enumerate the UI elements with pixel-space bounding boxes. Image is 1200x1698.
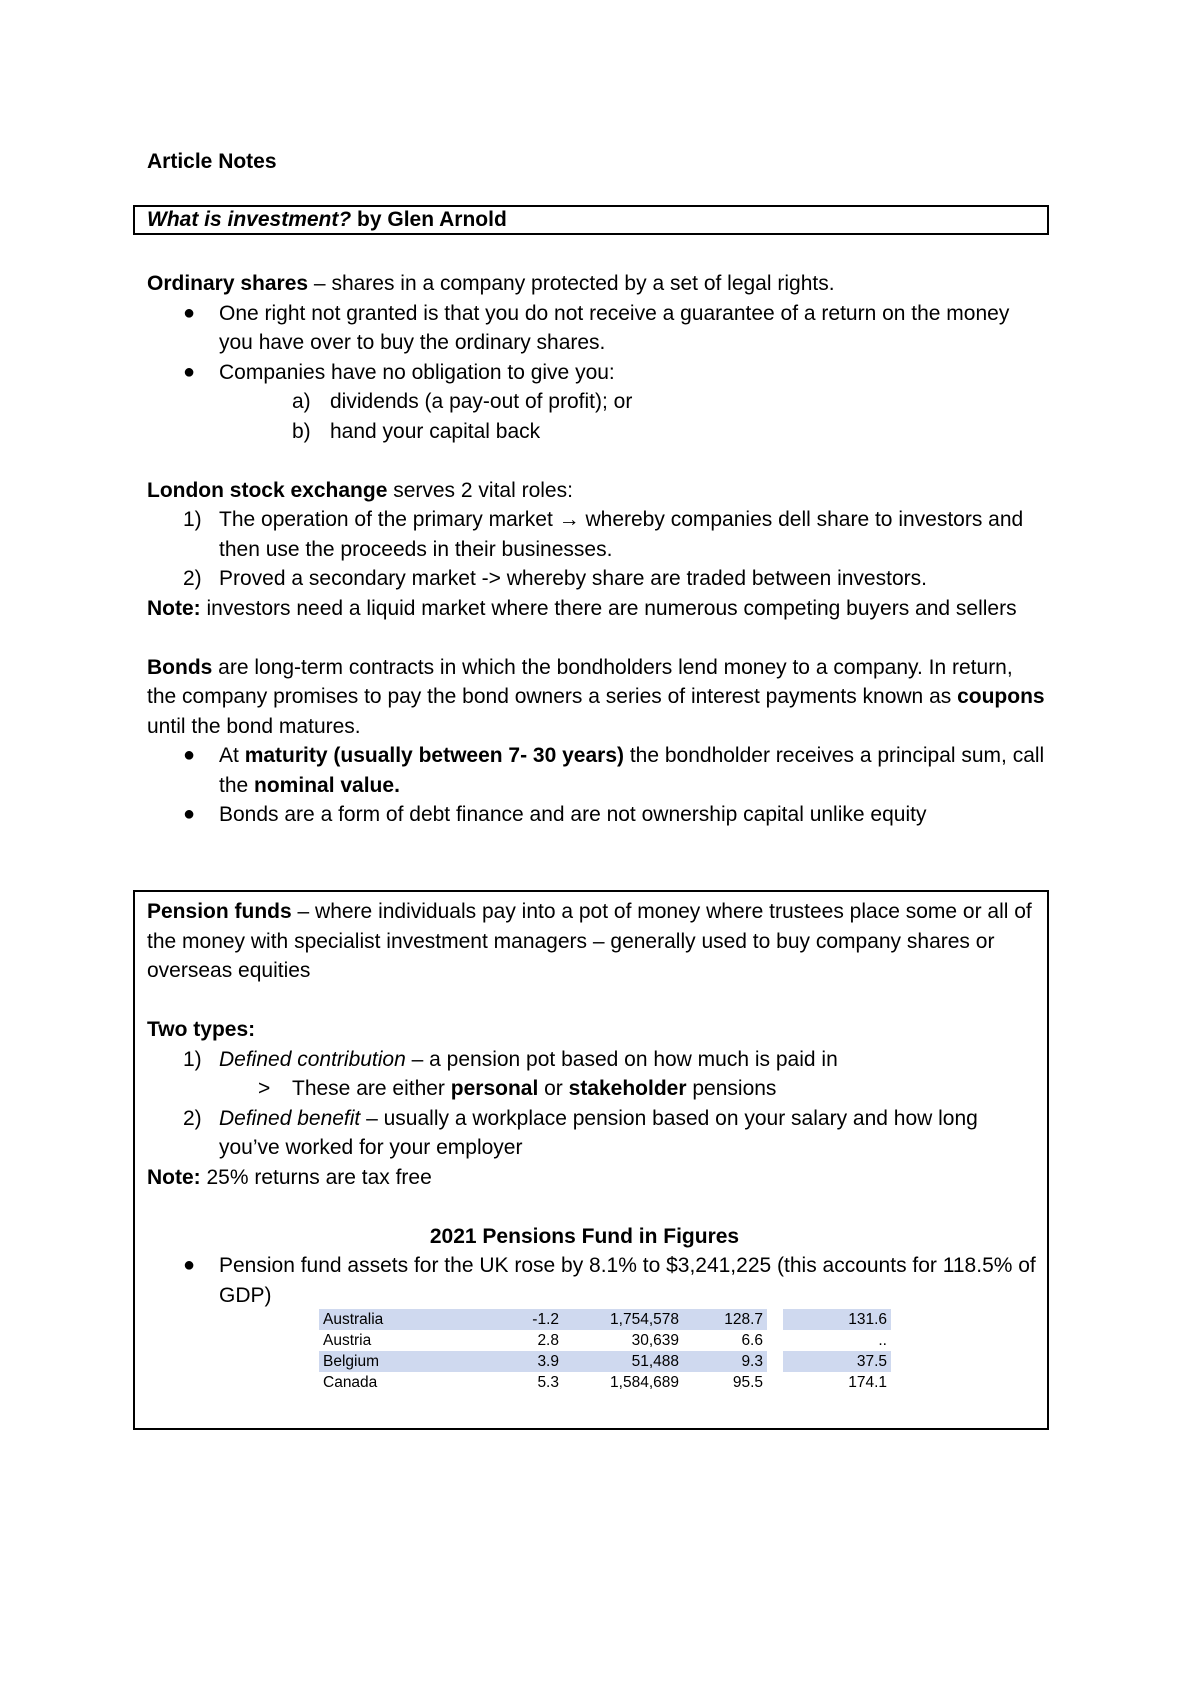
value-assets: 30,639 bbox=[631, 1332, 679, 1349]
list-item bbox=[147, 1045, 1037, 1075]
column-spacer bbox=[767, 1372, 783, 1393]
list-marker: 1) bbox=[183, 508, 202, 531]
list-item-text: One right not granted is that you do not receive a guarantee of a return on the money you have over to buy the ordinary shares. bbox=[219, 301, 1010, 354]
list-marker: a) bbox=[292, 390, 311, 413]
list-item bbox=[147, 417, 1047, 447]
table-row bbox=[319, 1351, 891, 1372]
value-change: 2.8 bbox=[537, 1332, 559, 1349]
bonds-definition bbox=[147, 653, 1047, 742]
value-change: -1.2 bbox=[495, 1309, 563, 1330]
notes-body bbox=[147, 269, 1047, 830]
list-item bbox=[147, 358, 1047, 388]
lse-term: London stock exchange bbox=[147, 478, 388, 502]
list-marker: 1) bbox=[183, 1047, 202, 1071]
arrow-icon: > bbox=[258, 1077, 271, 1100]
bullet-icon: ● bbox=[183, 1254, 196, 1276]
list-item bbox=[147, 1251, 1037, 1310]
list-item-text: Bonds are a form of debt finance and are not ownership capital unlike equity bbox=[219, 803, 927, 826]
page-title: Article Notes bbox=[147, 150, 277, 173]
table-row bbox=[319, 1309, 891, 1330]
lse-def: serves 2 vital roles: bbox=[387, 478, 573, 502]
country: Canada bbox=[323, 1374, 378, 1391]
list-item bbox=[147, 299, 1047, 358]
list-item bbox=[147, 800, 1047, 830]
country: Australia bbox=[319, 1309, 495, 1330]
two-types-heading bbox=[147, 1015, 1037, 1045]
bullet-icon: ● bbox=[183, 744, 196, 766]
note-label: Note: bbox=[147, 1165, 201, 1189]
pension-note bbox=[147, 1163, 1037, 1193]
table-row bbox=[319, 1330, 891, 1351]
note-text: 25% returns are tax free bbox=[200, 1165, 432, 1189]
list-item-text: The operation of the primary market → whereby companies dell share to investors and then use the proceeds in their businesses. bbox=[219, 508, 1024, 561]
bonds-text-end: until the bond matures. bbox=[147, 714, 361, 738]
value-gdp: 95.5 bbox=[732, 1374, 763, 1391]
value-change: 3.9 bbox=[495, 1351, 563, 1372]
list-item bbox=[147, 1074, 1037, 1104]
list-item bbox=[147, 741, 1047, 800]
personal-term: personal bbox=[450, 1077, 539, 1100]
list-item-text: Proved a secondary market -> whereby share are traded between investors. bbox=[219, 567, 927, 590]
pension-figures-table bbox=[319, 1309, 891, 1393]
pension-funds-box bbox=[133, 890, 1049, 1430]
value-other: .. bbox=[878, 1332, 887, 1349]
list-item-text: dividends (a pay-out of profit); or bbox=[330, 390, 633, 413]
value-assets: 51,488 bbox=[563, 1351, 683, 1372]
ordinary-shares-term: Ordinary shares bbox=[147, 272, 309, 295]
value-other: 131.6 bbox=[783, 1309, 891, 1330]
list-item-text: the bondholder receives a principal sum, call the bbox=[219, 744, 1045, 797]
list-item-text: These are either bbox=[292, 1077, 451, 1100]
list-marker: 2) bbox=[183, 567, 202, 590]
list-marker: 2) bbox=[183, 1106, 202, 1130]
value-assets: 1,754,578 bbox=[563, 1309, 683, 1330]
list-item-text: pensions bbox=[686, 1077, 777, 1100]
list-marker: b) bbox=[292, 419, 311, 443]
list-item-text: – a pension pot based on how much is paid in bbox=[405, 1047, 838, 1071]
value-other: 174.1 bbox=[848, 1374, 887, 1391]
column-spacer bbox=[767, 1309, 783, 1330]
value-change: 5.3 bbox=[537, 1374, 559, 1391]
pension-funds-definition bbox=[147, 897, 1037, 986]
column-spacer bbox=[767, 1330, 783, 1351]
stakeholder-term: stakeholder bbox=[568, 1077, 687, 1100]
value-other: 37.5 bbox=[783, 1351, 891, 1372]
country: Belgium bbox=[319, 1351, 495, 1372]
value-gdp: 6.6 bbox=[741, 1332, 763, 1349]
value-assets: 1,584,689 bbox=[610, 1374, 679, 1391]
note-label: Note: bbox=[147, 596, 201, 620]
bullet-icon: ● bbox=[183, 360, 196, 383]
list-item-text: hand your capital back bbox=[330, 419, 541, 443]
lse-definition bbox=[147, 476, 1047, 506]
defined-benefit-term: Defined benefit bbox=[219, 1106, 361, 1130]
bonds-term: Bonds bbox=[147, 655, 213, 679]
lse-note bbox=[147, 594, 1047, 624]
bonds-text: are long-term contracts in which the bondholders lend money to a company. In return, the company promises to pay the bond owners a series of interest payments known as bbox=[147, 655, 1013, 708]
article-author: by Glen Arnold bbox=[351, 208, 507, 231]
value-gdp: 9.3 bbox=[683, 1351, 767, 1372]
list-item-text: or bbox=[538, 1077, 569, 1100]
pension-funds-def: – where individuals pay into a pot of money where trustees place some or all of the money with specialist investment managers – generally used to buy company shares or overseas equities bbox=[147, 900, 1032, 982]
article-title: What is investment? bbox=[147, 208, 352, 231]
ordinary-shares-def: – shares in a company protected by a set of legal rights. bbox=[308, 272, 835, 295]
bullet-icon: ● bbox=[183, 803, 196, 825]
bullet-icon: ● bbox=[183, 301, 196, 324]
ordinary-shares-definition bbox=[147, 269, 1047, 299]
nominal-value-term: nominal value. bbox=[254, 773, 400, 797]
two-types-label: Two types: bbox=[147, 1018, 256, 1041]
pension-funds-term: Pension funds bbox=[147, 900, 292, 923]
column-spacer bbox=[767, 1351, 783, 1372]
list-item-text: At bbox=[219, 744, 245, 767]
list-item bbox=[147, 387, 1047, 417]
value-gdp: 128.7 bbox=[683, 1309, 767, 1330]
article-reference bbox=[133, 205, 1049, 235]
list-item bbox=[147, 1104, 1037, 1163]
defined-contribution-term: Defined contribution bbox=[219, 1047, 406, 1071]
list-item-text: Pension fund assets for the UK rose by 8.1% to $3,241,225 (this accounts for 118.5% of GDP) bbox=[219, 1254, 1036, 1307]
country: Austria bbox=[323, 1332, 372, 1349]
list-item bbox=[147, 564, 1047, 594]
maturity-term: maturity (usually between 7- 30 years) bbox=[244, 744, 624, 767]
note-text: investors need a liquid market where there are numerous competing buyers and sellers bbox=[200, 596, 1017, 620]
list-item bbox=[147, 505, 1047, 564]
table-row bbox=[319, 1372, 891, 1393]
figures-heading: 2021 Pensions Fund in Figures bbox=[429, 1224, 740, 1248]
list-item-text: Companies have no obligation to give you: bbox=[219, 360, 615, 384]
coupons-term: coupons bbox=[957, 685, 1045, 708]
list-item-text: – usually a workplace pension based on your salary and how long you’ve worked for your employer bbox=[219, 1106, 978, 1159]
